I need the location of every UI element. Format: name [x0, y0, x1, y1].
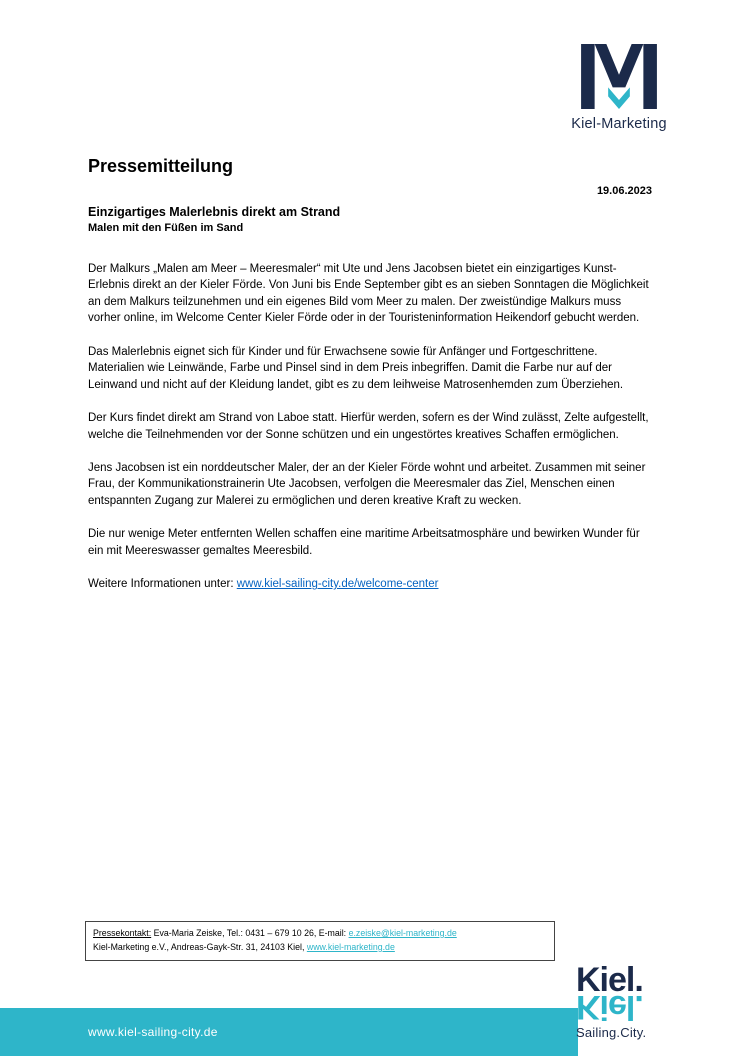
body-paragraph: Die nur wenige Meter entfernten Wellen schaffen eine maritime Arbeitsatmosphäre und bewirken Wunder für ein mit Meereswasser gemaltes Meeresbild. — [88, 528, 640, 557]
subheadline: Malen mit den Füßen im Sand — [88, 222, 244, 234]
headline: Einzigartiges Malerlebnis direkt am Strand — [88, 205, 341, 219]
kiel-logo-text: Kiel. — [576, 961, 643, 999]
kiel-marketing-logo-icon — [562, 44, 676, 109]
kiel-marketing-website-link[interactable]: www.kiel-marketing.de — [306, 941, 395, 952]
press-contact-line-1 — [93, 927, 547, 941]
more-info-line — [88, 576, 652, 592]
press-contact-text: Eva-Maria Zeiske, Tel.: 0431 – 679 10 26, E-mail: — [151, 928, 349, 938]
press-contact-label: Pressekontakt: — [93, 928, 152, 938]
kiel-logo-reflection: Kiel. — [576, 988, 643, 1026]
more-info-label: Weitere Informationen unter: — [88, 578, 237, 591]
press-contact-address: Kiel-Marketing e.V., Andreas-Gayk-Str. 31, 24103 Kiel, — [93, 941, 307, 952]
footer-url: www.kiel-sailing-city.de — [88, 1025, 218, 1039]
document-date: 19.06.2023 — [596, 185, 652, 197]
kiel-sailing-city-logo — [576, 961, 668, 1040]
body-paragraph: Das Malerlebnis eignet sich für Kinder und für Erwachsene sowie für Anfänger und Fortgeschrittene. Materialien wie Leinwände, Farbe und Pinsel sind in dem Preis inbegriffen. Damit die Farbe nur auf der Leinwand und nicht auf der Kleidung landet, gibt es zu dem leihweise Matrosenhemden zum Überziehen. — [88, 345, 624, 391]
page-title: Pressemitteilung — [88, 156, 234, 176]
kiel-marketing-logo — [562, 44, 676, 132]
document-body — [88, 156, 652, 593]
brand-text: Kiel-Marketing — [571, 116, 667, 132]
press-contact-line-2 — [93, 941, 547, 955]
press-contact-email-link[interactable]: e.zeiske@kiel-marketing.de — [348, 928, 457, 938]
body-paragraph: Der Malkurs „Malen am Meer – Meeresmaler“ mit Ute und Jens Jacobsen bietet ein einzigartiges Kunst-Erlebnis direkt an der Kieler Förde. Von Juni bis Ende September gibt es an sieben Sonntagen die Möglichkeit an dem Malkurs teilzunehmen und ein eigenes Bild vom Meer zu malen. Der zweistündige Malkurs muss vorher online, im Welcome Center Kieler Förde oder in der Touristeninformation Heikendorf gebucht werden. — [88, 263, 649, 325]
welcome-center-link[interactable]: www.kiel-sailing-city.de/welcome-center — [236, 578, 439, 591]
press-contact-box — [85, 921, 555, 961]
body-paragraph: Der Kurs findet direkt am Strand von Laboe statt. Hierfür werden, sofern es der Wind zulässt, Zelte aufgestellt, welche die Teilnehmenden vor der Sonne schützen und ein ungestörtes kreatives Schaffen ermöglichen. — [88, 412, 649, 441]
body-paragraph: Jens Jacobsen ist ein norddeutscher Maler, der an der Kieler Förde wohnt und arbeitet. Zusammen mit seiner Frau, der Kommunikationstrainerin Ute Jacobsen, verfolgen die Meeresmaler das Ziel, Menschen einen entspannten Zugang zur Malerei zu ermöglichen und deren kreative Kraft zu wecken. — [88, 461, 646, 507]
sailing-city-tagline: Sailing.City. — [576, 1025, 647, 1040]
